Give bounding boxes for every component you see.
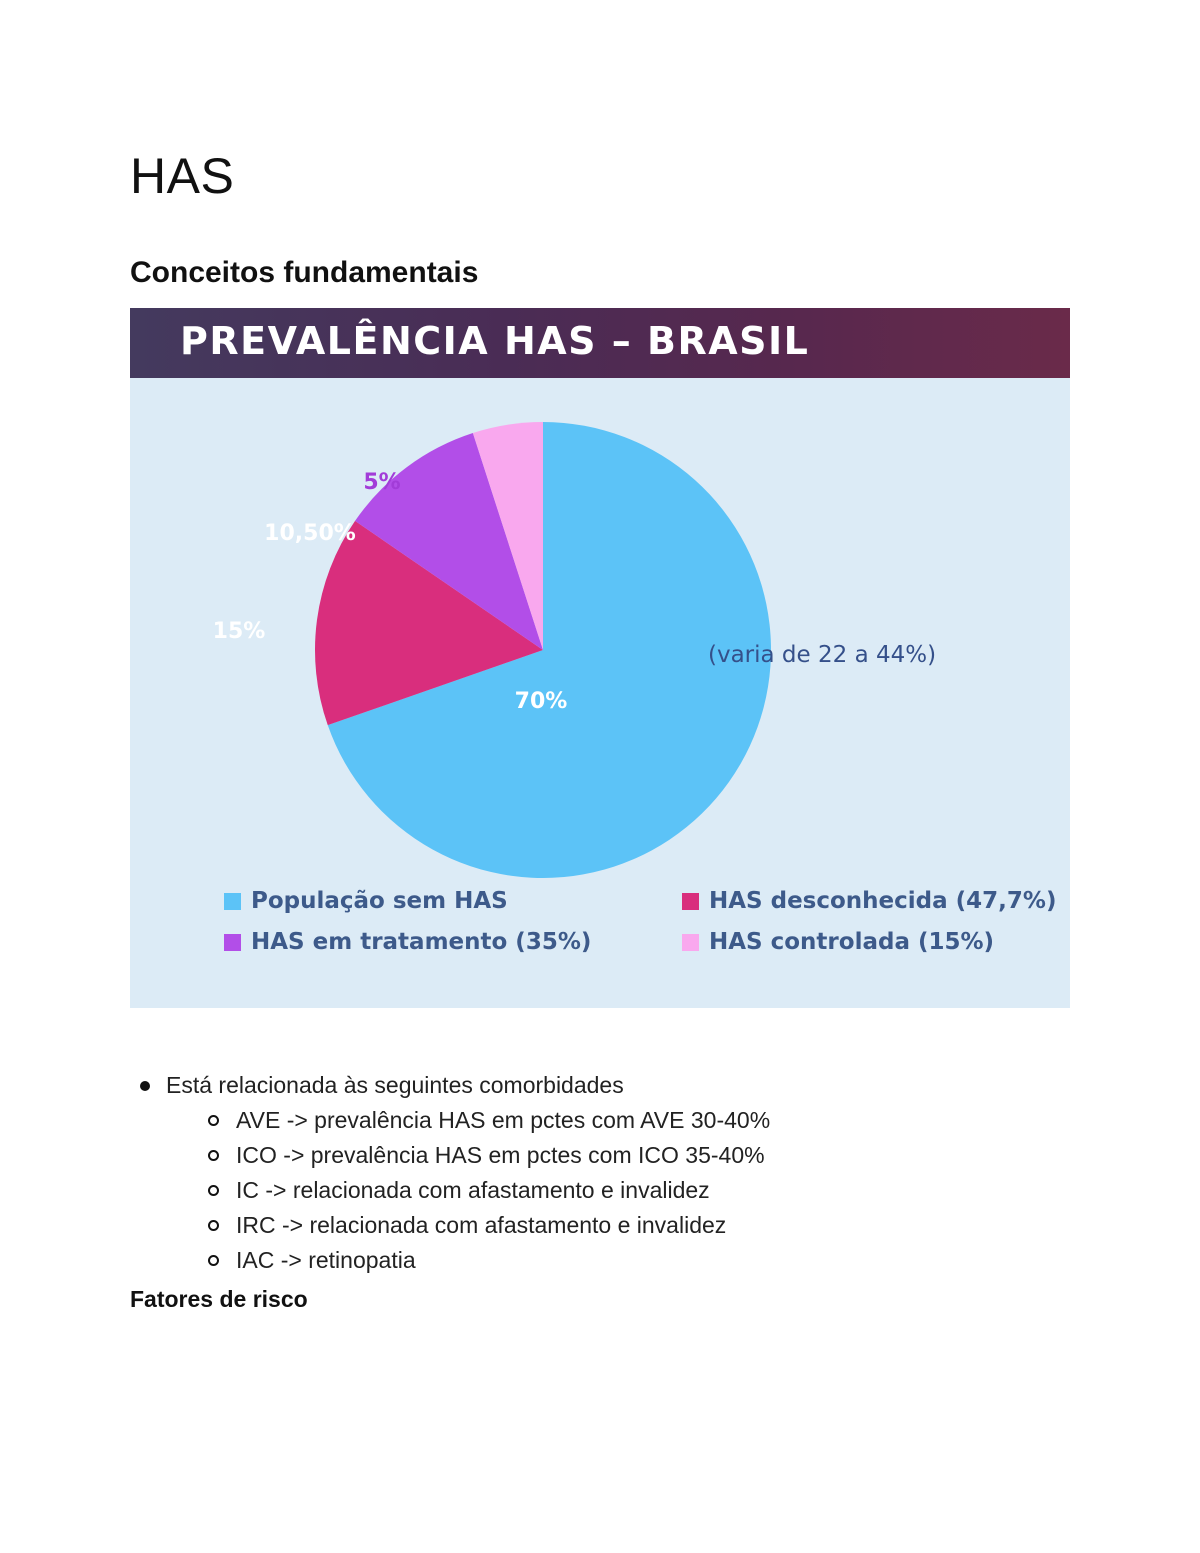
hollow-bullet-icon xyxy=(208,1115,219,1126)
legend-label: População sem HAS xyxy=(251,888,508,914)
list-item xyxy=(130,1068,1070,1278)
sub-list-item xyxy=(166,1138,1070,1173)
legend-label: HAS em tratamento (35%) xyxy=(251,929,592,955)
sub-list-item-text: IAC -> retinopatia xyxy=(236,1247,416,1273)
section-heading: Conceitos fundamentais xyxy=(130,256,479,289)
legend-label: HAS controlada (15%) xyxy=(709,929,995,955)
legend-swatch xyxy=(682,934,699,951)
sub-list-item xyxy=(166,1243,1070,1278)
sub-list xyxy=(166,1103,1070,1278)
legend-item-has-em-tratamento xyxy=(224,929,591,955)
pie-data-label: 5% xyxy=(363,470,401,495)
pie-data-label: 70% xyxy=(514,689,568,714)
pie-data-label: 15% xyxy=(212,619,266,644)
legend-label: HAS desconhecida (47,7%) xyxy=(709,888,1057,914)
sub-list-item xyxy=(166,1173,1070,1208)
legend-item-has-controlada xyxy=(682,929,994,955)
sub-list-item-text: ICO -> prevalência HAS em pctes com ICO 35-40% xyxy=(236,1142,765,1168)
legend-item-populacao-sem-has xyxy=(224,888,508,914)
legend-item-has-desconhecida xyxy=(682,888,1056,914)
sub-list-item-text: IRC -> relacionada com afastamento e invalidez xyxy=(236,1212,727,1238)
pie-data-label: 10,50% xyxy=(264,521,356,546)
chart-note: (varia de 22 a 44%) xyxy=(708,642,937,668)
legend-swatch xyxy=(682,893,699,910)
sub-list-item xyxy=(166,1103,1070,1138)
bullet-icon xyxy=(140,1081,150,1091)
comorbidities-list xyxy=(130,1068,1070,1278)
prevalence-slide-image xyxy=(130,308,1070,1008)
hollow-bullet-icon xyxy=(208,1255,219,1266)
sub-list-item xyxy=(166,1208,1070,1243)
sub-list-item-text: IC -> relacionada com afastamento e invalidez xyxy=(236,1177,710,1203)
page-title: HAS xyxy=(130,148,235,204)
legend-swatch xyxy=(224,893,241,910)
chart-title: PREVALÊNCIA HAS – BRASIL xyxy=(180,319,810,363)
sub-list-item-text: AVE -> prevalência HAS em pctes com AVE 30-40% xyxy=(236,1107,771,1133)
risk-factors-heading: Fatores de risco xyxy=(130,1286,308,1312)
hollow-bullet-icon xyxy=(208,1185,219,1196)
list-item-text: Está relacionada às seguintes comorbidades xyxy=(166,1072,624,1098)
hollow-bullet-icon xyxy=(208,1220,219,1231)
hollow-bullet-icon xyxy=(208,1150,219,1161)
legend-swatch xyxy=(224,934,241,951)
